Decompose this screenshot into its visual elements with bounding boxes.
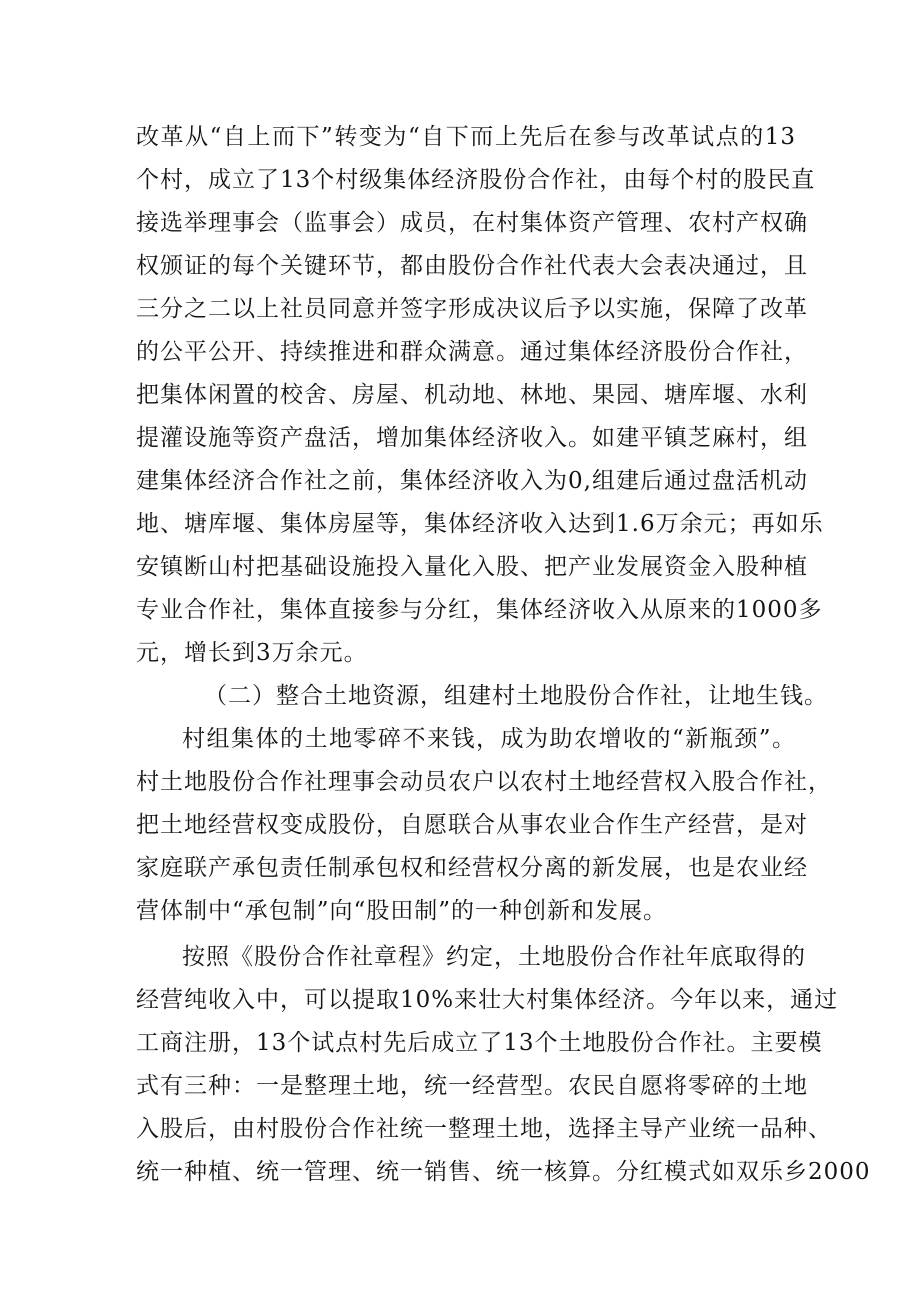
text-line: 安镇断山村把基础设施投入量化入股、把产业发展资金入股种植	[136, 554, 808, 580]
paragraph-cooperative-charter	[136, 936, 871, 1194]
text-line: 权颁证的每个关键环节，都由股份合作社代表大会表决通过，且	[136, 253, 808, 279]
text-line: 地、塘库堰、集体房屋等，集体经济收入达到1.6万余元；再如乐	[136, 511, 824, 537]
body-text	[136, 116, 871, 1194]
text-line: 个村，成立了13个村级集体经济股份合作社，由每个村的股民直	[136, 167, 816, 193]
text-line: 元，增长到3万余元。	[136, 640, 368, 666]
text-line: 村土地股份合作社理事会动员农户以农村土地经营权入股合作社，	[136, 769, 832, 795]
text-line: 把土地经营权变成股份，自愿联合从事农业合作生产经营，是对	[136, 812, 808, 838]
text-line: 改革从“自上而下”转变为“自下而上先后在参与改革试点的13	[136, 124, 796, 150]
text-line: 家庭联产承包责任制承包权和经营权分离的新发展，也是农业经	[136, 855, 808, 881]
paragraph-land-shares	[136, 718, 832, 933]
text-line: 经营纯收入中，可以提取10%来壮大村集体经济。今年以来，通过	[136, 987, 839, 1013]
text-line: 村组集体的土地零碎不来钱，成为助农增收的“新瓶颈”。	[182, 726, 796, 752]
text-line: 三分之二以上社员同意并签字形成决议后予以实施，保障了改革	[136, 296, 808, 322]
section-heading: （二）整合土地资源，组建村土地股份合作社，让地生钱。	[204, 683, 828, 709]
paragraph-collective-economy	[136, 116, 824, 675]
text-line: 把集体闲置的校舍、房屋、机动地、林地、果园、塘库堰、水利	[136, 382, 808, 408]
text-line: 建集体经济合作社之前，集体经济收入为0,组建后通过盘活机动	[136, 468, 808, 494]
text-line: 接选举理事会（监事会）成员，在村集体资产管理、农村产权确	[136, 210, 808, 236]
text-line: 营体制中“承包制”向“股田制”的一种创新和发展。	[136, 898, 668, 924]
text-line: 统一种植、统一管理、统一销售、统一核算。分红模式如双乐乡2000	[136, 1159, 871, 1185]
text-line: 专业合作社，集体直接参与分红，集体经济收入从原来的1000多	[136, 597, 823, 623]
text-line: 的公平公开、持续推进和群众满意。通过集体经济股份合作社，	[136, 339, 808, 365]
text-line: 工商注册，13个试点村先后成立了13个土地股份合作社。主要模	[136, 1030, 823, 1056]
text-line: 按照《股份合作社章程》约定，土地股份合作社年底取得的	[182, 944, 806, 970]
text-line: 入股后，由村股份合作社统一整理土地，选择主导产业统一品种、	[136, 1116, 832, 1142]
text-line: 式有三种：一是整理土地，统一经营型。农民自愿将零碎的土地	[136, 1073, 808, 1099]
text-line: 提灌设施等资产盘活，增加集体经济收入。如建平镇芝麻村，组	[136, 425, 808, 451]
